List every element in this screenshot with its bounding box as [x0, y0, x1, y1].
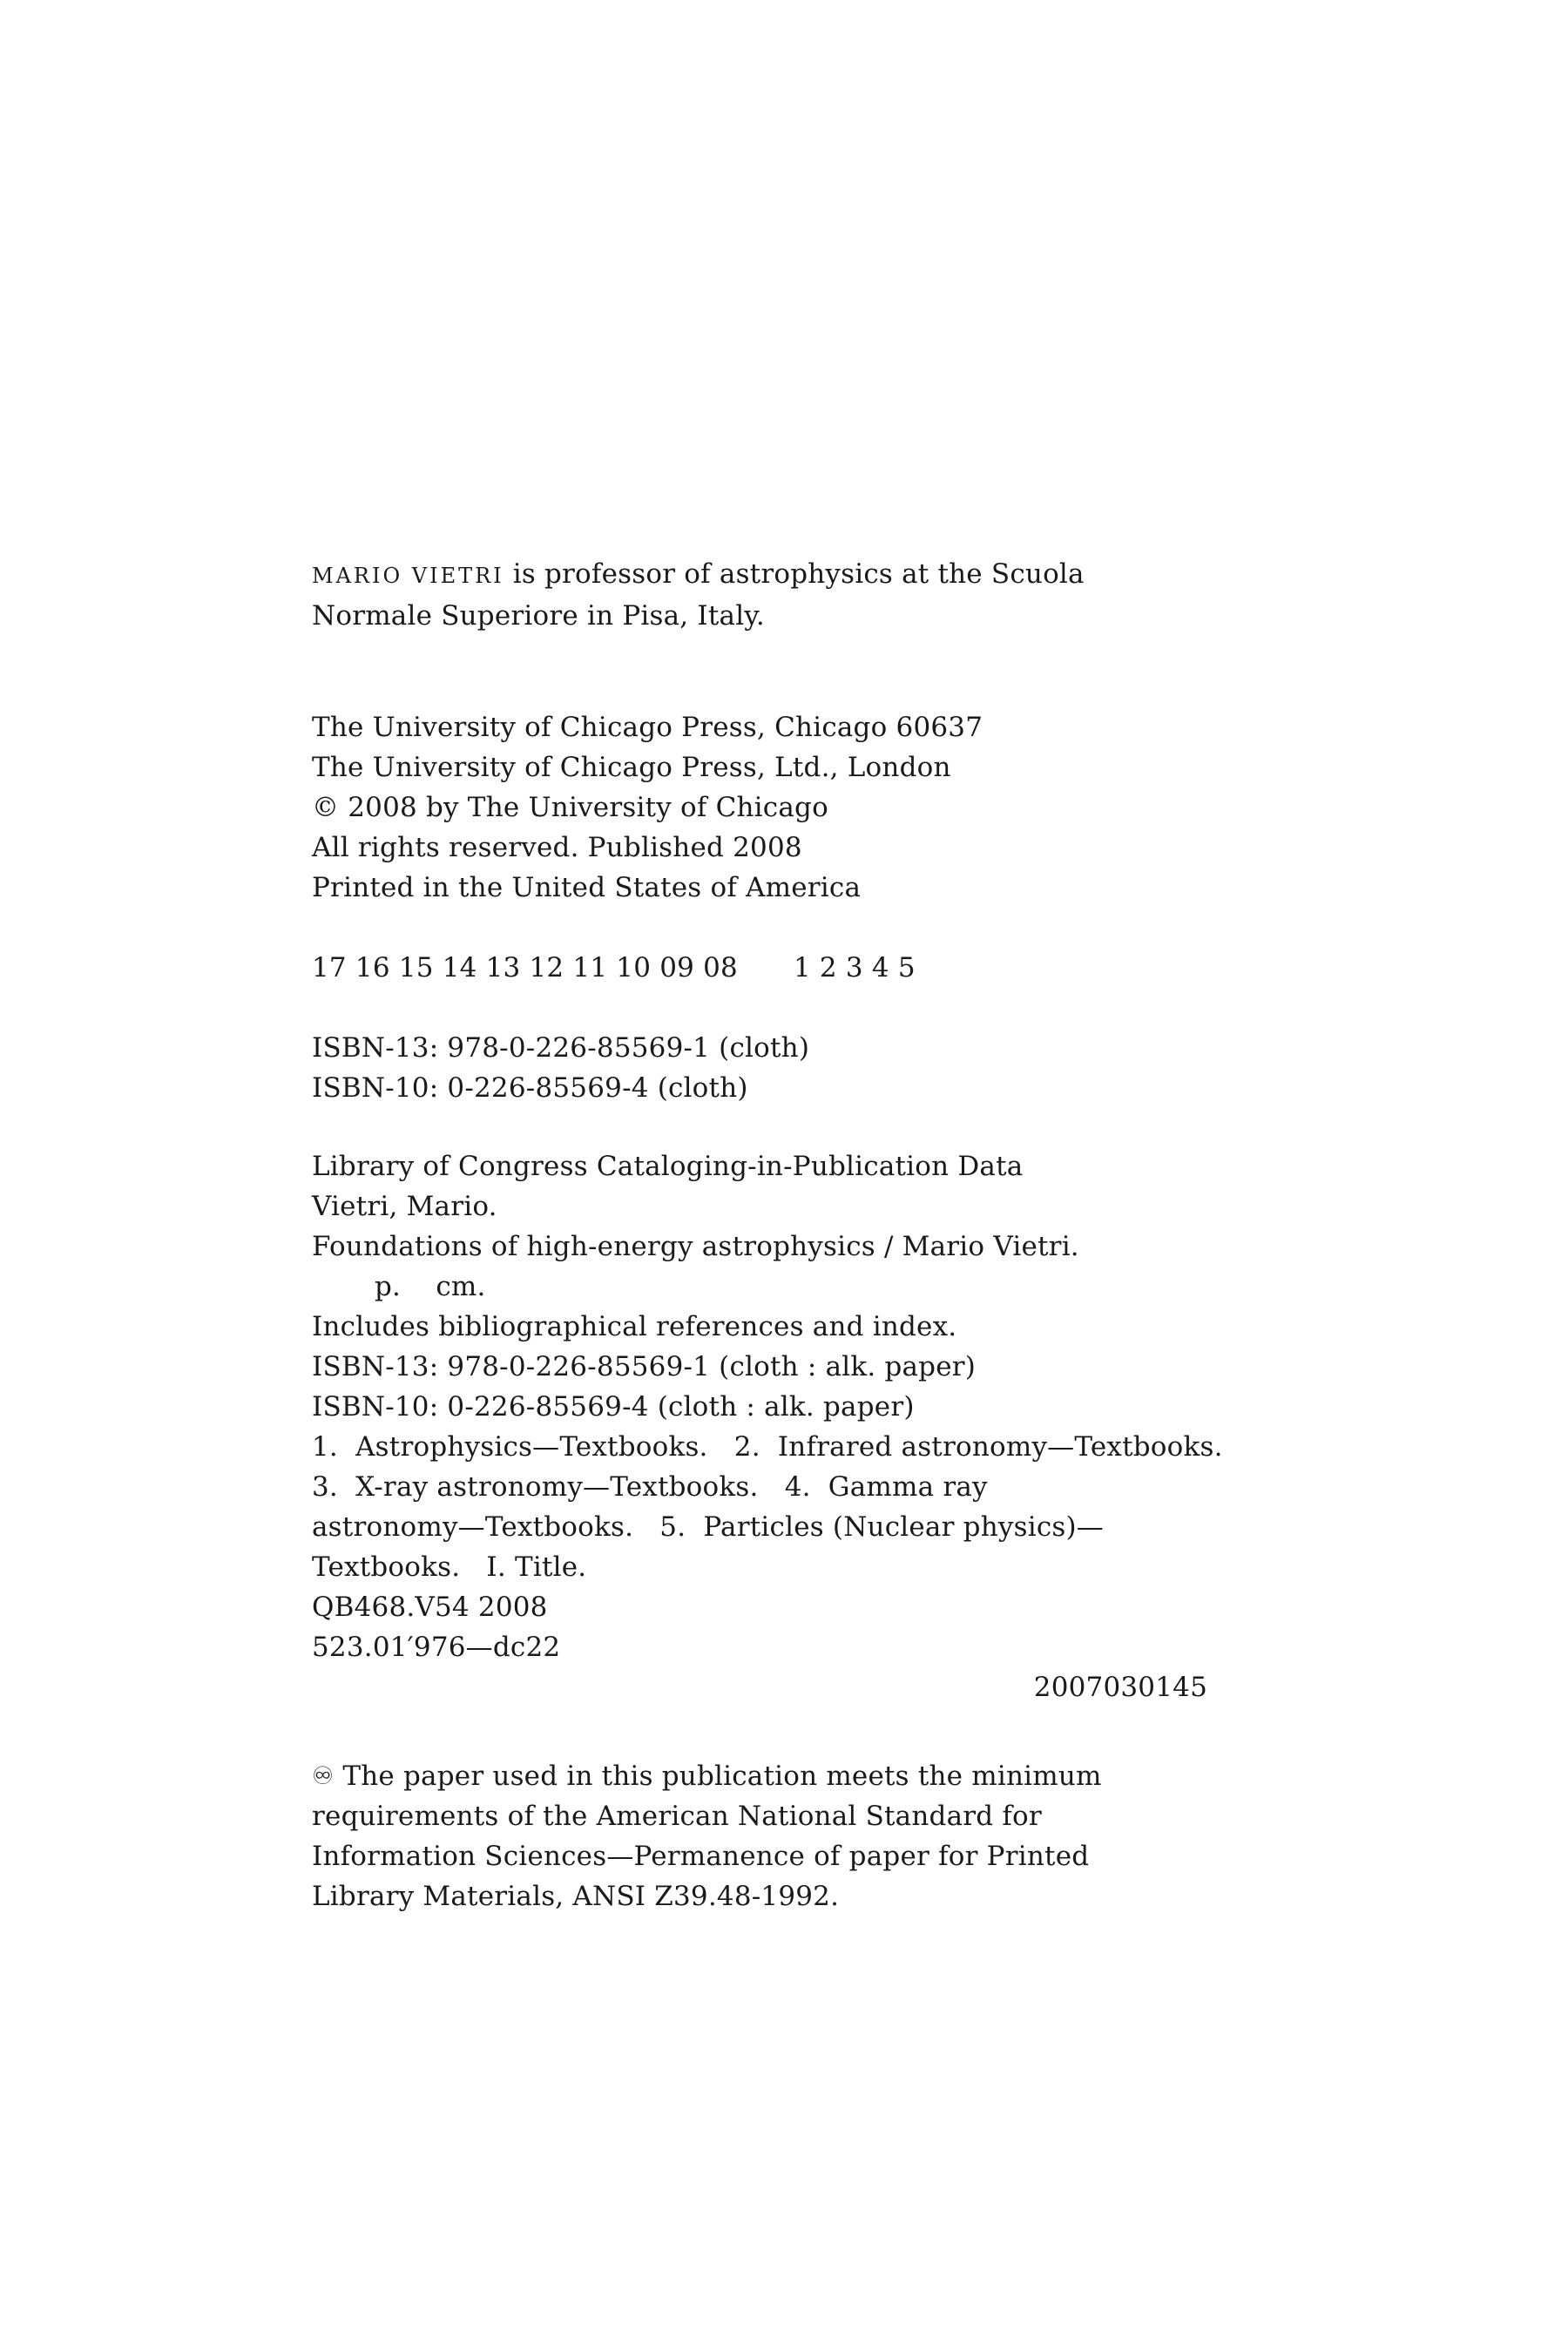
isbn-block — [312, 1028, 1270, 1108]
printed-line: Printed in the United States of America — [312, 872, 862, 903]
paper-note-line: Information Sciences—Permanence of paper for Printed — [312, 1841, 1090, 1872]
paper-note — [312, 1756, 1270, 1916]
cip-pagination: p. cm. — [375, 1271, 486, 1302]
author-note-text: is professor of astrophysics at the Scuola — [512, 558, 1085, 590]
isbn-10: ISBN-10: 0-226-85569-4 (cloth) — [312, 1072, 748, 1104]
printer-key-impressions: 1 2 3 4 5 — [793, 952, 916, 983]
cip-line: Foundations of high-energy astrophysics / Mario Vietri. — [312, 1231, 1079, 1262]
cip-line: ISBN-10: 0-226-85569-4 (cloth : alk. paper) — [312, 1391, 915, 1423]
cip-line: astronomy—Textbooks. 5. Particles (Nuclear physics)— — [312, 1511, 1104, 1543]
cip-line: 1. Astrophysics—Textbooks. 2. Infrared astronomy—Textbooks. — [312, 1431, 1223, 1463]
isbn-13: ISBN-13: 978-0-226-85569-1 (cloth) — [312, 1032, 810, 1064]
cip-lccn: 2007030145 — [1033, 1672, 1207, 1703]
infinity-paper-icon: ♾ — [312, 1761, 335, 1790]
cip-heading: Library of Congress Cataloging-in-Publication Data — [312, 1151, 1024, 1182]
printer-key-years: 17 16 15 14 13 12 11 10 09 08 — [312, 952, 738, 983]
cip-line: Textbooks. I. Title. — [312, 1551, 587, 1583]
cip-line: Vietri, Mario. — [312, 1191, 497, 1222]
publisher-line: The University of Chicago Press, Ltd., London — [312, 752, 951, 783]
cip-line: Includes bibliographical references and index. — [312, 1311, 957, 1342]
author-note-text-2: Normale Superiore in Pisa, Italy. — [312, 600, 765, 632]
copyright-line: © 2008 by The University of Chicago — [312, 792, 828, 823]
publisher-info — [312, 707, 1270, 908]
author-name: MARIO VIETRI — [312, 564, 504, 588]
paper-note-line: Library Materials, ANSI Z39.48-1992. — [312, 1881, 840, 1912]
cip-line: ISBN-13: 978-0-226-85569-1 (cloth : alk. paper) — [312, 1351, 977, 1382]
publisher-line: The University of Chicago Press, Chicago 60637 — [312, 712, 983, 743]
author-note — [312, 554, 1270, 636]
cip-line: 3. X-ray astronomy—Textbooks. 4. Gamma ray — [312, 1471, 988, 1503]
cip-data — [312, 1146, 1270, 1707]
paper-note-line: requirements of the American National Standard for — [312, 1801, 1042, 1832]
cip-classification: QB468.V54 2008 — [312, 1592, 548, 1623]
printer-key — [312, 948, 1270, 988]
paper-note-line: The paper used in this publication meets the minimum — [342, 1761, 1102, 1792]
rights-line: All rights reserved. Published 2008 — [312, 832, 802, 863]
cip-classification: 523.01′976—dc22 — [312, 1632, 561, 1663]
